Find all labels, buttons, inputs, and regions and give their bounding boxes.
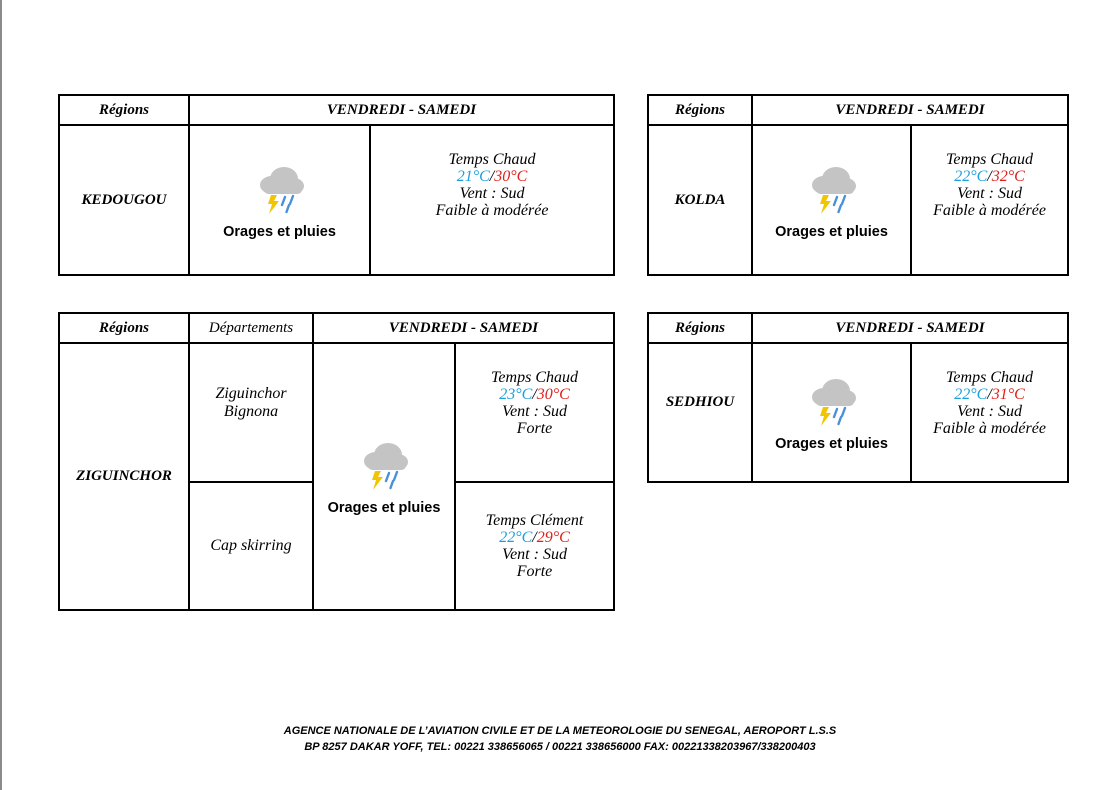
weather-cell — [313, 343, 455, 610]
wind-force-text: Faible à modérée — [435, 202, 549, 219]
wind-force-text: Forte — [516, 419, 553, 437]
header-regions: Régions — [648, 313, 752, 343]
forecast-table-sedhiou — [647, 312, 1069, 483]
weather-label: Orages et pluies — [223, 223, 336, 240]
temps-text: Temps Chaud — [946, 151, 1033, 168]
wind-text: Vent : Sud — [459, 185, 525, 202]
temps-text: Temps Chaud — [491, 368, 578, 386]
departement-name: Cap skirring — [210, 537, 292, 554]
temp-max: 32°C — [991, 168, 1025, 185]
region-name: ZIGUINCHOR — [59, 343, 189, 610]
header-regions: Régions — [59, 95, 189, 125]
forecast-table-ziguinchor — [58, 312, 615, 611]
thunderstorm-rain-icon — [804, 161, 860, 217]
temperature-range: 22°C/31°C — [954, 385, 1025, 403]
temp-max: 30°C — [494, 168, 528, 185]
region-name: KOLDA — [648, 125, 752, 275]
wind-text: Vent : Sud — [502, 546, 567, 563]
temperature-range: 23°C/30°C — [499, 385, 570, 403]
page-left-edge — [0, 0, 2, 790]
temp-max: 29°C — [536, 529, 570, 546]
header-period: VENDREDI - SAMEDI — [189, 95, 614, 125]
departement-cell-2 — [189, 482, 313, 610]
temp-max: 30°C — [536, 385, 570, 403]
forecast-cell-1 — [455, 343, 614, 482]
wind-text: Vent : Sud — [957, 185, 1022, 202]
forecast-cell-2 — [455, 482, 614, 610]
header-regions: Régions — [59, 313, 189, 343]
footer-agency-line: AGENCE NATIONALE DE L’AVIATION CIVILE ET DE LA METEOROLOGIE DU SENEGAL, AEROPORT L.S.S — [283, 725, 837, 737]
wind-text: Vent : Sud — [502, 402, 567, 420]
wind-force-text: Forte — [516, 563, 553, 580]
temperature-range: 22°C/32°C — [954, 168, 1025, 185]
temps-text: Temps Chaud — [448, 151, 536, 168]
region-name — [648, 343, 752, 482]
header-period: VENDREDI - SAMEDI — [752, 313, 1068, 343]
footer — [0, 723, 1120, 755]
forecast-cell — [911, 125, 1068, 275]
wind-force-text: Faible à modérée — [933, 202, 1046, 219]
thunderstorm-rain-icon — [804, 373, 860, 429]
wind-text: Vent : Sud — [957, 402, 1022, 420]
departement-name: Bignona — [223, 402, 279, 420]
temp-min: 22°C — [499, 529, 533, 546]
wind-force-text: Faible à modérée — [933, 419, 1046, 437]
weather-cell — [752, 125, 911, 275]
temp-min: 22°C — [954, 168, 988, 185]
forecast-table-kedougou — [58, 94, 615, 276]
weather-label: Orages et pluies — [775, 436, 888, 452]
forecast-table-kolda — [647, 94, 1069, 276]
forecast-cell — [911, 343, 1068, 482]
temp-min: 21°C — [456, 168, 490, 185]
temp-min: 23°C — [499, 385, 533, 403]
temperature-range: 21°C/30°C — [456, 168, 528, 185]
departement-cell-1 — [189, 343, 313, 482]
weather-cell — [189, 125, 370, 275]
departement-name: Ziguinchor — [215, 384, 287, 402]
temperature-range: 22°C/29°C — [499, 529, 570, 546]
weather-label: Orages et pluies — [775, 223, 888, 240]
weather-cell — [752, 343, 911, 482]
forecast-cell — [370, 125, 614, 275]
header-departements: Départements — [189, 313, 313, 343]
weather-label: Orages et pluies — [327, 500, 441, 516]
thunderstorm-rain-icon — [356, 437, 412, 493]
header-period: VENDREDI - SAMEDI — [752, 95, 1068, 125]
temps-text: Temps Clément — [485, 512, 584, 529]
header-period: VENDREDI - SAMEDI — [313, 313, 614, 343]
thunderstorm-rain-icon — [252, 161, 308, 217]
temp-min: 22°C — [954, 385, 988, 403]
header-regions: Régions — [648, 95, 752, 125]
region-name: KEDOUGOU — [59, 125, 189, 275]
temp-max: 31°C — [991, 385, 1025, 403]
region-label: SEDHIOU — [665, 394, 735, 410]
temps-text: Temps Chaud — [946, 368, 1033, 386]
footer-contact-line: BP 8257 DAKAR YOFF, TEL: 00221 338656065 / 00221 338656000 FAX: 00221338203967/338200403 — [304, 741, 816, 753]
